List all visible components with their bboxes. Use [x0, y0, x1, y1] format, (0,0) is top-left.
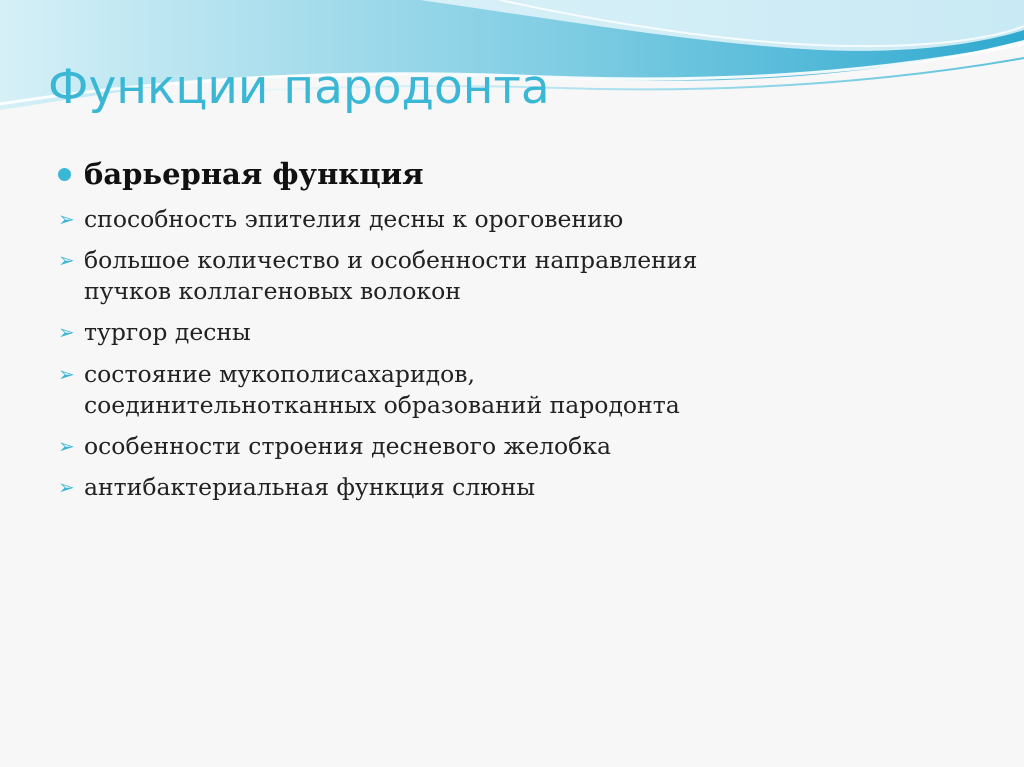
- chevron-right-icon: ➢: [58, 475, 75, 500]
- chevron-right-icon: ➢: [58, 361, 75, 386]
- sub-item-text: состояние мукополисахаридов, соединительнотканных образований пародонта: [84, 359, 680, 419]
- sub-item-text: способность эпителия десны к ороговению: [84, 204, 624, 233]
- sub-item: [58, 204, 958, 235]
- chevron-right-icon: ➢: [58, 320, 75, 345]
- content-list: [58, 156, 958, 514]
- sub-item-text: большое количество и особенности направления пучков коллагеновых волокон: [84, 245, 698, 306]
- sub-item-text: особенности строения десневого желобка: [84, 432, 612, 461]
- main-bullet-text: барьерная функция: [84, 157, 424, 191]
- sub-item: [58, 317, 958, 348]
- sub-item-text: антибактериальная функция слюны: [84, 473, 536, 502]
- slide-title: Функции пародонта: [48, 60, 550, 115]
- chevron-right-icon: ➢: [58, 206, 75, 231]
- sub-item: [58, 431, 958, 462]
- chevron-right-icon: ➢: [58, 434, 75, 459]
- chevron-right-icon: ➢: [58, 247, 75, 272]
- sub-item: [58, 245, 958, 308]
- sub-item: [58, 359, 958, 422]
- sub-item: [58, 472, 958, 503]
- circle-bullet-icon: [58, 168, 71, 181]
- sub-item-text: тургор десны: [84, 318, 251, 347]
- main-bullet: [58, 156, 958, 194]
